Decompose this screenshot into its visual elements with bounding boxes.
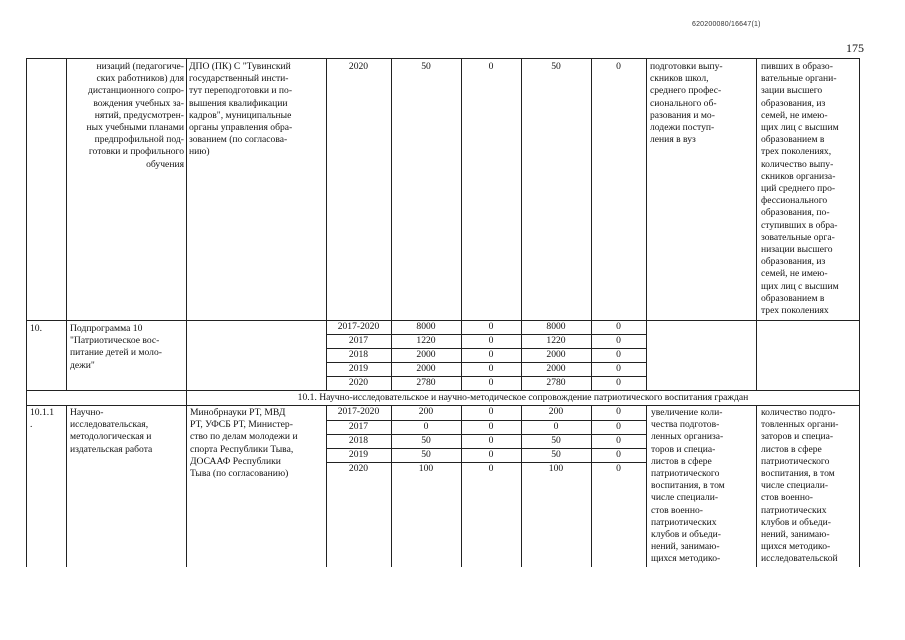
indicator-cell: пивших в образо- вательные органи- зации высшего образования, из семей, не имею- щих лиц с высшим образованием в трех поколениях, количество выпу- скников организа- ций среднего про- фессионального образования, по- ступивших в обра- зовательные орга- низации высшего образования, из семей, не имею- щих лиц с высшим образованием в трех поколениях: [761, 61, 839, 317]
regional-budget-cell: 100: [548, 463, 564, 474]
federal-budget-cell: 0: [488, 449, 494, 460]
regional-budget-cell: 50: [551, 61, 561, 72]
total-cell: 100: [418, 463, 434, 474]
total-cell: 8000: [416, 321, 436, 332]
total-cell: 0: [423, 421, 429, 432]
federal-budget-cell: 0: [488, 463, 494, 474]
other-sources-cell: 0: [616, 435, 621, 446]
section-title: 10.1. Научно-исследовательское и научно-методическое сопровождение патриотического воспитания граждан: [297, 392, 749, 403]
regional-budget-cell: 2000: [546, 363, 566, 374]
regional-budget-cell: 50: [551, 435, 561, 446]
other-sources-cell: 0: [616, 406, 621, 417]
indicator-cell: количество подго- товленных органи- заторов и специа- листов в сфере патриотического воспитания, в том числе специали- стов военно- патриотических клубов и объеди- нений, занимаю- щихся методико- исследовательской: [761, 407, 839, 565]
total-cell: 50: [421, 449, 431, 460]
regional-budget-cell: 200: [548, 406, 564, 417]
document-id: 620200080/16647(1): [692, 21, 761, 28]
page-number: 175: [846, 41, 864, 55]
year-cell: 2020: [348, 377, 369, 388]
federal-budget-cell: 0: [488, 321, 494, 332]
subprogram-name: Подпрограмма 10 "Патриотическое вос- питание детей и моло- дежи": [70, 323, 162, 371]
regional-budget-cell: 50: [551, 449, 561, 460]
expected-result-cell: подготовки выпу- скников школ, среднего профес- сионального об- разования и мо- лодежи поступ- ления в вуз: [650, 61, 723, 146]
federal-budget-cell: 0: [488, 363, 494, 374]
other-sources-cell: 0: [616, 349, 621, 360]
year-cell: 2017: [348, 335, 369, 346]
federal-budget-cell: 0: [488, 435, 494, 446]
total-cell: 200: [418, 406, 434, 417]
total-cell: 2000: [416, 363, 436, 374]
other-sources-cell: 0: [616, 463, 621, 474]
regional-budget-cell: 2000: [546, 349, 566, 360]
regional-budget-cell: 8000: [546, 321, 566, 332]
regional-budget-cell: 2780: [546, 377, 566, 388]
year-cell: 2018: [348, 435, 369, 446]
other-sources-cell: 0: [616, 421, 621, 432]
expected-result-cell: увеличение коли- чества подготов- ленных организа- торов и специа- листов в сфере патриотического воспитания, в том числе специали- стов военно- патриотических клубов и объеди- нений, занимаю- щихся методико-: [651, 407, 725, 565]
year-cell: 2017: [348, 421, 369, 432]
total-cell: 50: [421, 435, 431, 446]
executor-cell: ДПО (ПК) С "Тувинский государственный инсти- тут переподготовки и по- вышения квалификации кадров", муниципальные органы управления обра- зованием (по согласова- нию): [189, 61, 293, 158]
federal-budget-cell: 0: [488, 377, 494, 388]
other-sources-cell: 0: [616, 377, 621, 388]
other-sources-cell: 0: [616, 335, 621, 346]
other-sources-cell: 0: [616, 449, 621, 460]
measure-name-cell: низаций (педагогиче- ских работников) для дистанционного сопро- вождения учебных за- нятий, предусмотрен- ных учебными планами предпрофильной под- готовки и профильного обучения: [86, 61, 184, 170]
federal-budget-cell: 0: [488, 349, 494, 360]
other-sources-cell: 0: [616, 61, 621, 72]
measure-number: 10.1.1 .: [30, 407, 54, 431]
regional-budget-cell: 1220: [546, 335, 566, 346]
federal-budget-cell: 0: [488, 61, 494, 72]
program-table: [26, 58, 860, 567]
year-cell: 2020: [348, 61, 369, 72]
regional-budget-cell: 0: [553, 421, 559, 432]
year-cell: 2018: [348, 349, 369, 360]
subprogram-number: 10.: [30, 323, 42, 334]
executor-cell: Минобрнауки РТ, МВД РТ, УФСБ РТ, Министер- ство по делам молодежи и спорта Республики Тыва, ДОСААФ Республики Тыва (по согласованию): [190, 407, 298, 480]
other-sources-cell: 0: [616, 321, 621, 332]
other-sources-cell: 0: [616, 363, 621, 374]
year-cell: 2019: [348, 449, 369, 460]
year-cell: 2017-2020: [337, 406, 380, 417]
federal-budget-cell: 0: [488, 406, 494, 417]
federal-budget-cell: 0: [488, 335, 494, 346]
year-cell: 2020: [348, 463, 369, 474]
total-cell: 50: [421, 61, 431, 72]
measure-name-cell: Научно- исследовательская, методологическая и издательская работа: [70, 407, 153, 455]
total-cell: 2780: [416, 377, 436, 388]
total-cell: 1220: [416, 335, 436, 346]
federal-budget-cell: 0: [488, 421, 494, 432]
year-cell: 2019: [348, 363, 369, 374]
year-cell: 2017-2020: [337, 321, 380, 332]
total-cell: 2000: [416, 349, 436, 360]
